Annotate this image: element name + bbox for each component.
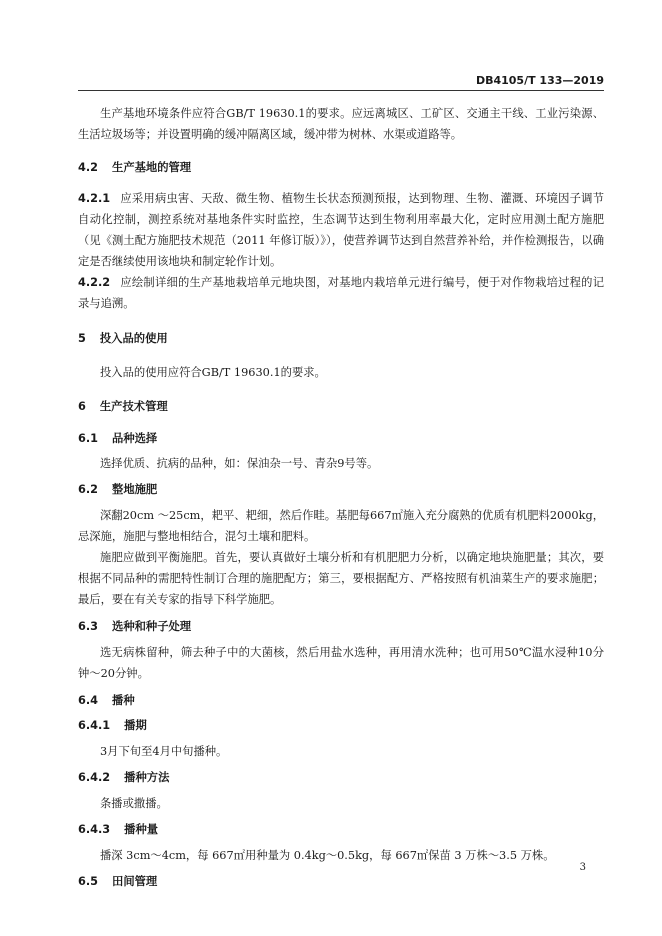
heading-6-4-1 (78, 715, 604, 736)
document-body (78, 103, 604, 892)
clause-number: 4.2.1 (78, 192, 111, 205)
paragraph-seed-treatment: 选无病株留种，筛去种子中的大菌核，然后用盐水选种，再用清水洗种；也可用50℃温水浸种10分钟～20分钟。 (78, 646, 604, 680)
heading-6-4 (78, 690, 604, 711)
clause-text: 应绘制详细的生产基地栽培单元地块图，对基地内栽培单元进行编号，便于对作物栽培过程的记录与追溯。 (78, 276, 604, 310)
heading-4-2 (78, 157, 604, 178)
page-number: 3 (579, 862, 586, 873)
heading-number: 6.3 (78, 620, 99, 633)
heading-title: 生产技术管理 (99, 400, 168, 413)
heading-title: 整地施肥 (112, 483, 158, 496)
heading-title: 投入品的使用 (99, 332, 168, 345)
paragraph-tillage: 深翻20cm ～25cm，耙平、耙细，然后作畦。基肥每667㎡施入充分腐熟的优质有机肥料2000kg，忌深施，施肥与整地相结合，混匀土壤和肥料。 (78, 509, 604, 543)
heading-number: 6.4.2 (78, 771, 111, 784)
heading-number: 6.4 (78, 694, 99, 707)
header-rule (78, 90, 604, 91)
heading-number: 6.4.3 (78, 823, 111, 836)
heading-6-2 (78, 479, 604, 500)
paragraph-environment: 生产基地环境条件应符合GB/T 19630.1的要求。应远离城区、工矿区、交通主干线、工业污染源、生活垃圾场等；并设置明确的缓冲隔离区域，缓冲带为树林、水渠或道路等。 (78, 107, 604, 141)
heading-title: 播期 (124, 719, 147, 732)
heading-title: 品种选择 (112, 432, 158, 445)
heading-6-4-3 (78, 819, 604, 840)
heading-title: 选种和种子处理 (112, 620, 192, 633)
heading-title: 播种量 (124, 823, 159, 836)
heading-6-1 (78, 428, 604, 449)
heading-number: 6.4.1 (78, 719, 111, 732)
heading-title: 播种 (112, 694, 135, 707)
heading-6-5 (78, 871, 604, 892)
paragraph-fertilization: 施肥应做到平衡施肥。首先，要认真做好土壤分析和有机肥肥力分析，以确定地块施肥量；其次，要根据不同品种的需肥特性制订合理的施肥配方；第三，要根据配方、严格按照有机油菜生产的要求施肥；最后，要在有关专家的指导下科学施肥。 (78, 551, 604, 606)
clause-number: 4.2.2 (78, 276, 111, 289)
heading-6-4-2 (78, 767, 604, 788)
doc-code: DB4105/T 133—2019 (475, 74, 604, 87)
heading-number: 5 (78, 332, 86, 345)
heading-title: 生产基地的管理 (112, 161, 192, 174)
clause-text: 应采用病虫害、天敌、微生物、植物生长状态预测预报，达到物理、生物、灌溉、环境因子调节自动化控制，测控系统对基地条件实时监控，生态调节达到生物利用率最大化，定时应用测土配方施肥（见《测土配方施肥技术规范（2011 年修订版）》），使营养调节达到自然营养补给，并作检测报告，以确定是否继续使用该地块和制定轮作计划。 (78, 192, 604, 268)
heading-number: 6.5 (78, 875, 99, 888)
heading-title: 播种方法 (124, 771, 170, 784)
clause-4-2-2 (78, 272, 604, 314)
heading-5 (78, 328, 604, 349)
heading-title: 田间管理 (112, 875, 158, 888)
paragraph-inputs: 投入品的使用应符合GB/T 19630.1的要求。 (100, 366, 326, 379)
heading-number: 6.1 (78, 432, 99, 445)
paragraph-variety: 选择优质、抗病的品种，如：保油杂一号、青杂9号等。 (100, 457, 379, 470)
paragraph-sowing-rate: 播深 3cm～4cm，每 667㎡用种量为 0.4kg～0.5kg，每 667㎡保苗 3 万株～3.5 万株。 (100, 849, 555, 862)
paragraph-sowing-method: 条播或撒播。 (100, 797, 168, 810)
clause-4-2-1 (78, 188, 604, 272)
heading-number: 4.2 (78, 161, 99, 174)
heading-6-3 (78, 616, 604, 637)
paragraph-sowing-period: 3月下旬至4月中旬播种。 (100, 745, 228, 758)
heading-number: 6.2 (78, 483, 99, 496)
heading-number: 6 (78, 400, 86, 413)
heading-6 (78, 396, 604, 417)
